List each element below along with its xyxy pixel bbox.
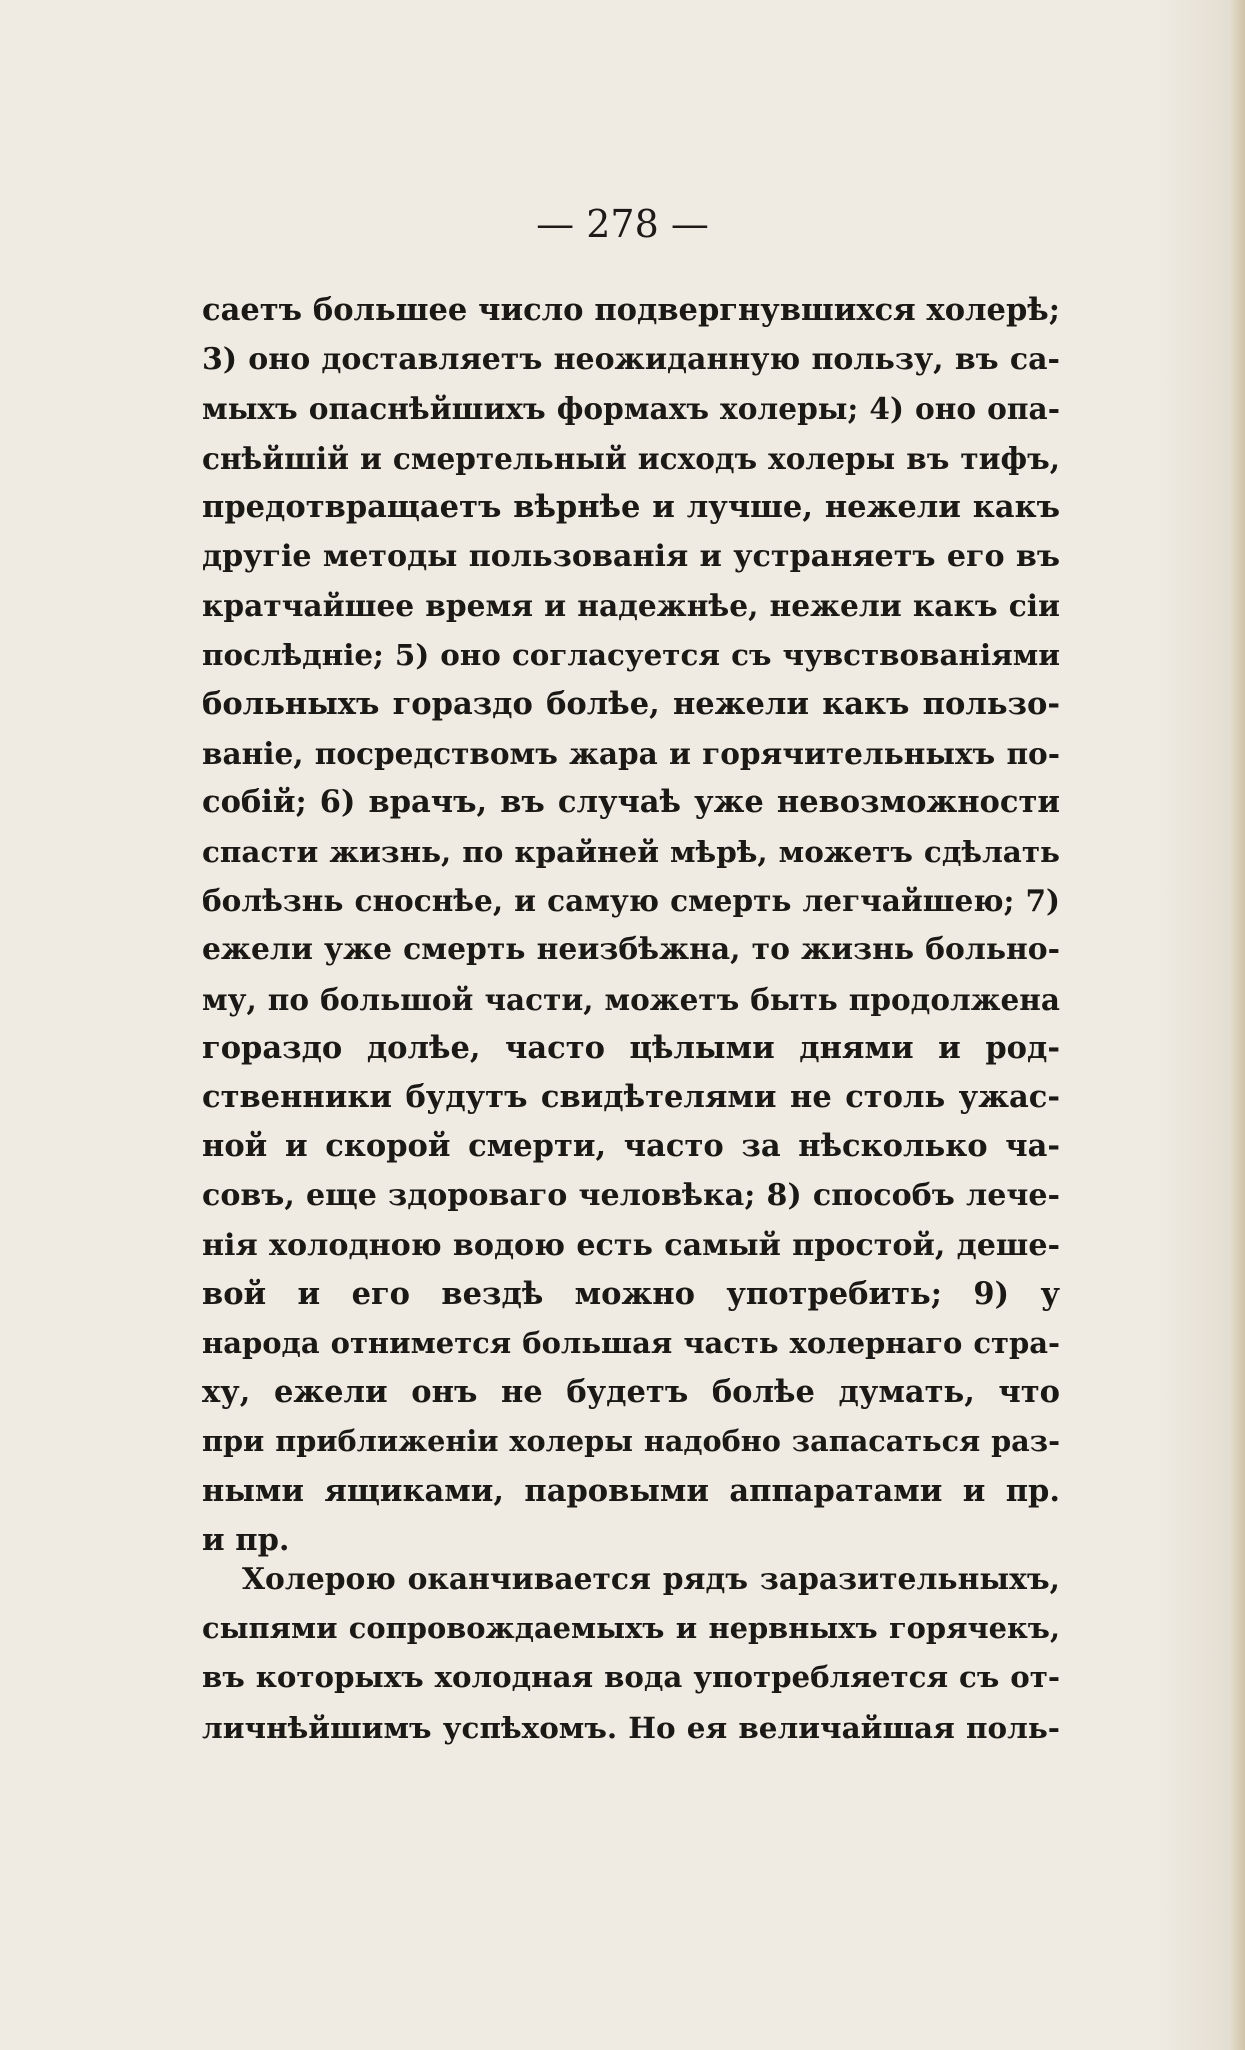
page-number: — 278 — xyxy=(536,202,709,246)
paragraph-2 xyxy=(202,1555,1060,1752)
text-line: ственники будутъ свидѣтелями не столь ужас- xyxy=(202,1079,1060,1115)
page-edge-shadow xyxy=(1231,0,1245,2050)
text-line: ваніе, посредствомъ жара и горячительныхъ по- xyxy=(202,735,1060,771)
text-line: ху, ежели онъ не будетъ болѣе думать, что xyxy=(202,1374,1060,1411)
text-line: ежели уже смерть неизбѣжна, то жизнь больно- xyxy=(202,932,1060,968)
text-line: му, по большой части, можетъ быть продолжена xyxy=(202,981,1060,1017)
text-line: ными ящиками, паровыми аппаратами и пр. xyxy=(202,1472,1060,1509)
text-line: предотвращаетъ вѣрнѣе и лучше, нежели какъ xyxy=(202,488,1060,525)
text-line: народа отнимется большая часть холернаго стра- xyxy=(202,1325,1060,1360)
text-line: при приближеніи холеры надобно запасаться раз- xyxy=(202,1424,1060,1459)
text-line: совъ, еще здороваго человѣка; 8) способъ лече- xyxy=(202,1178,1060,1214)
text-line: собій; 6) врачъ, въ случаѣ уже невозможности xyxy=(202,783,1060,820)
text-line: больныхъ гораздо болѣе, нежели какъ пользо- xyxy=(202,685,1060,722)
text-line: Холерою оканчивается рядъ заразительныхъ, xyxy=(242,1562,1060,1597)
text-line: сыпями сопровождаемыхъ и нервныхъ горячекъ, xyxy=(202,1611,1060,1646)
text-line: спасти жизнь, по крайней мѣрѣ, можетъ сдѣлать xyxy=(202,834,1060,870)
text-line: мыхъ опаснѣйшихъ формахъ холеры; 4) оно опа- xyxy=(202,391,1060,427)
text-line: личнѣйшимъ успѣхомъ. Но ея величайшая поль- xyxy=(202,1709,1060,1745)
text-line: въ которыхъ холодная вода употребляется съ от- xyxy=(202,1660,1060,1695)
paragraph-1 xyxy=(202,286,1060,1565)
text-line: кратчайшее время и надежнѣе, нежели какъ сіи xyxy=(202,588,1060,624)
text-line: другіе методы пользованія и устраняетъ его въ xyxy=(202,538,1060,574)
text-line: вой и его вездѣ можно употребить; 9) у xyxy=(202,1275,1060,1312)
text-line: 3) оно доставляетъ неожиданную пользу, въ са- xyxy=(202,342,1060,378)
text-line: гораздо долѣе, часто цѣлыми днями и род- xyxy=(202,1029,1060,1066)
text-line: нія холодною водою есть самый простой, деше- xyxy=(202,1227,1060,1263)
text-line: саетъ большее число подвергнувшихся холерѣ; xyxy=(202,292,1060,328)
text-line: болѣзнь сноснѣе, и самую смерть легчайшею; 7) xyxy=(202,883,1060,919)
text-line: ной и скорой смерти, часто за нѣсколько ча- xyxy=(202,1128,1060,1165)
text-line: снѣйшій и смертельный исходъ холеры въ тифъ, xyxy=(202,440,1060,476)
text-line: послѣдніе; 5) оно согласуется съ чувствованіями xyxy=(202,637,1060,673)
text-line: и пр. xyxy=(202,1521,290,1558)
